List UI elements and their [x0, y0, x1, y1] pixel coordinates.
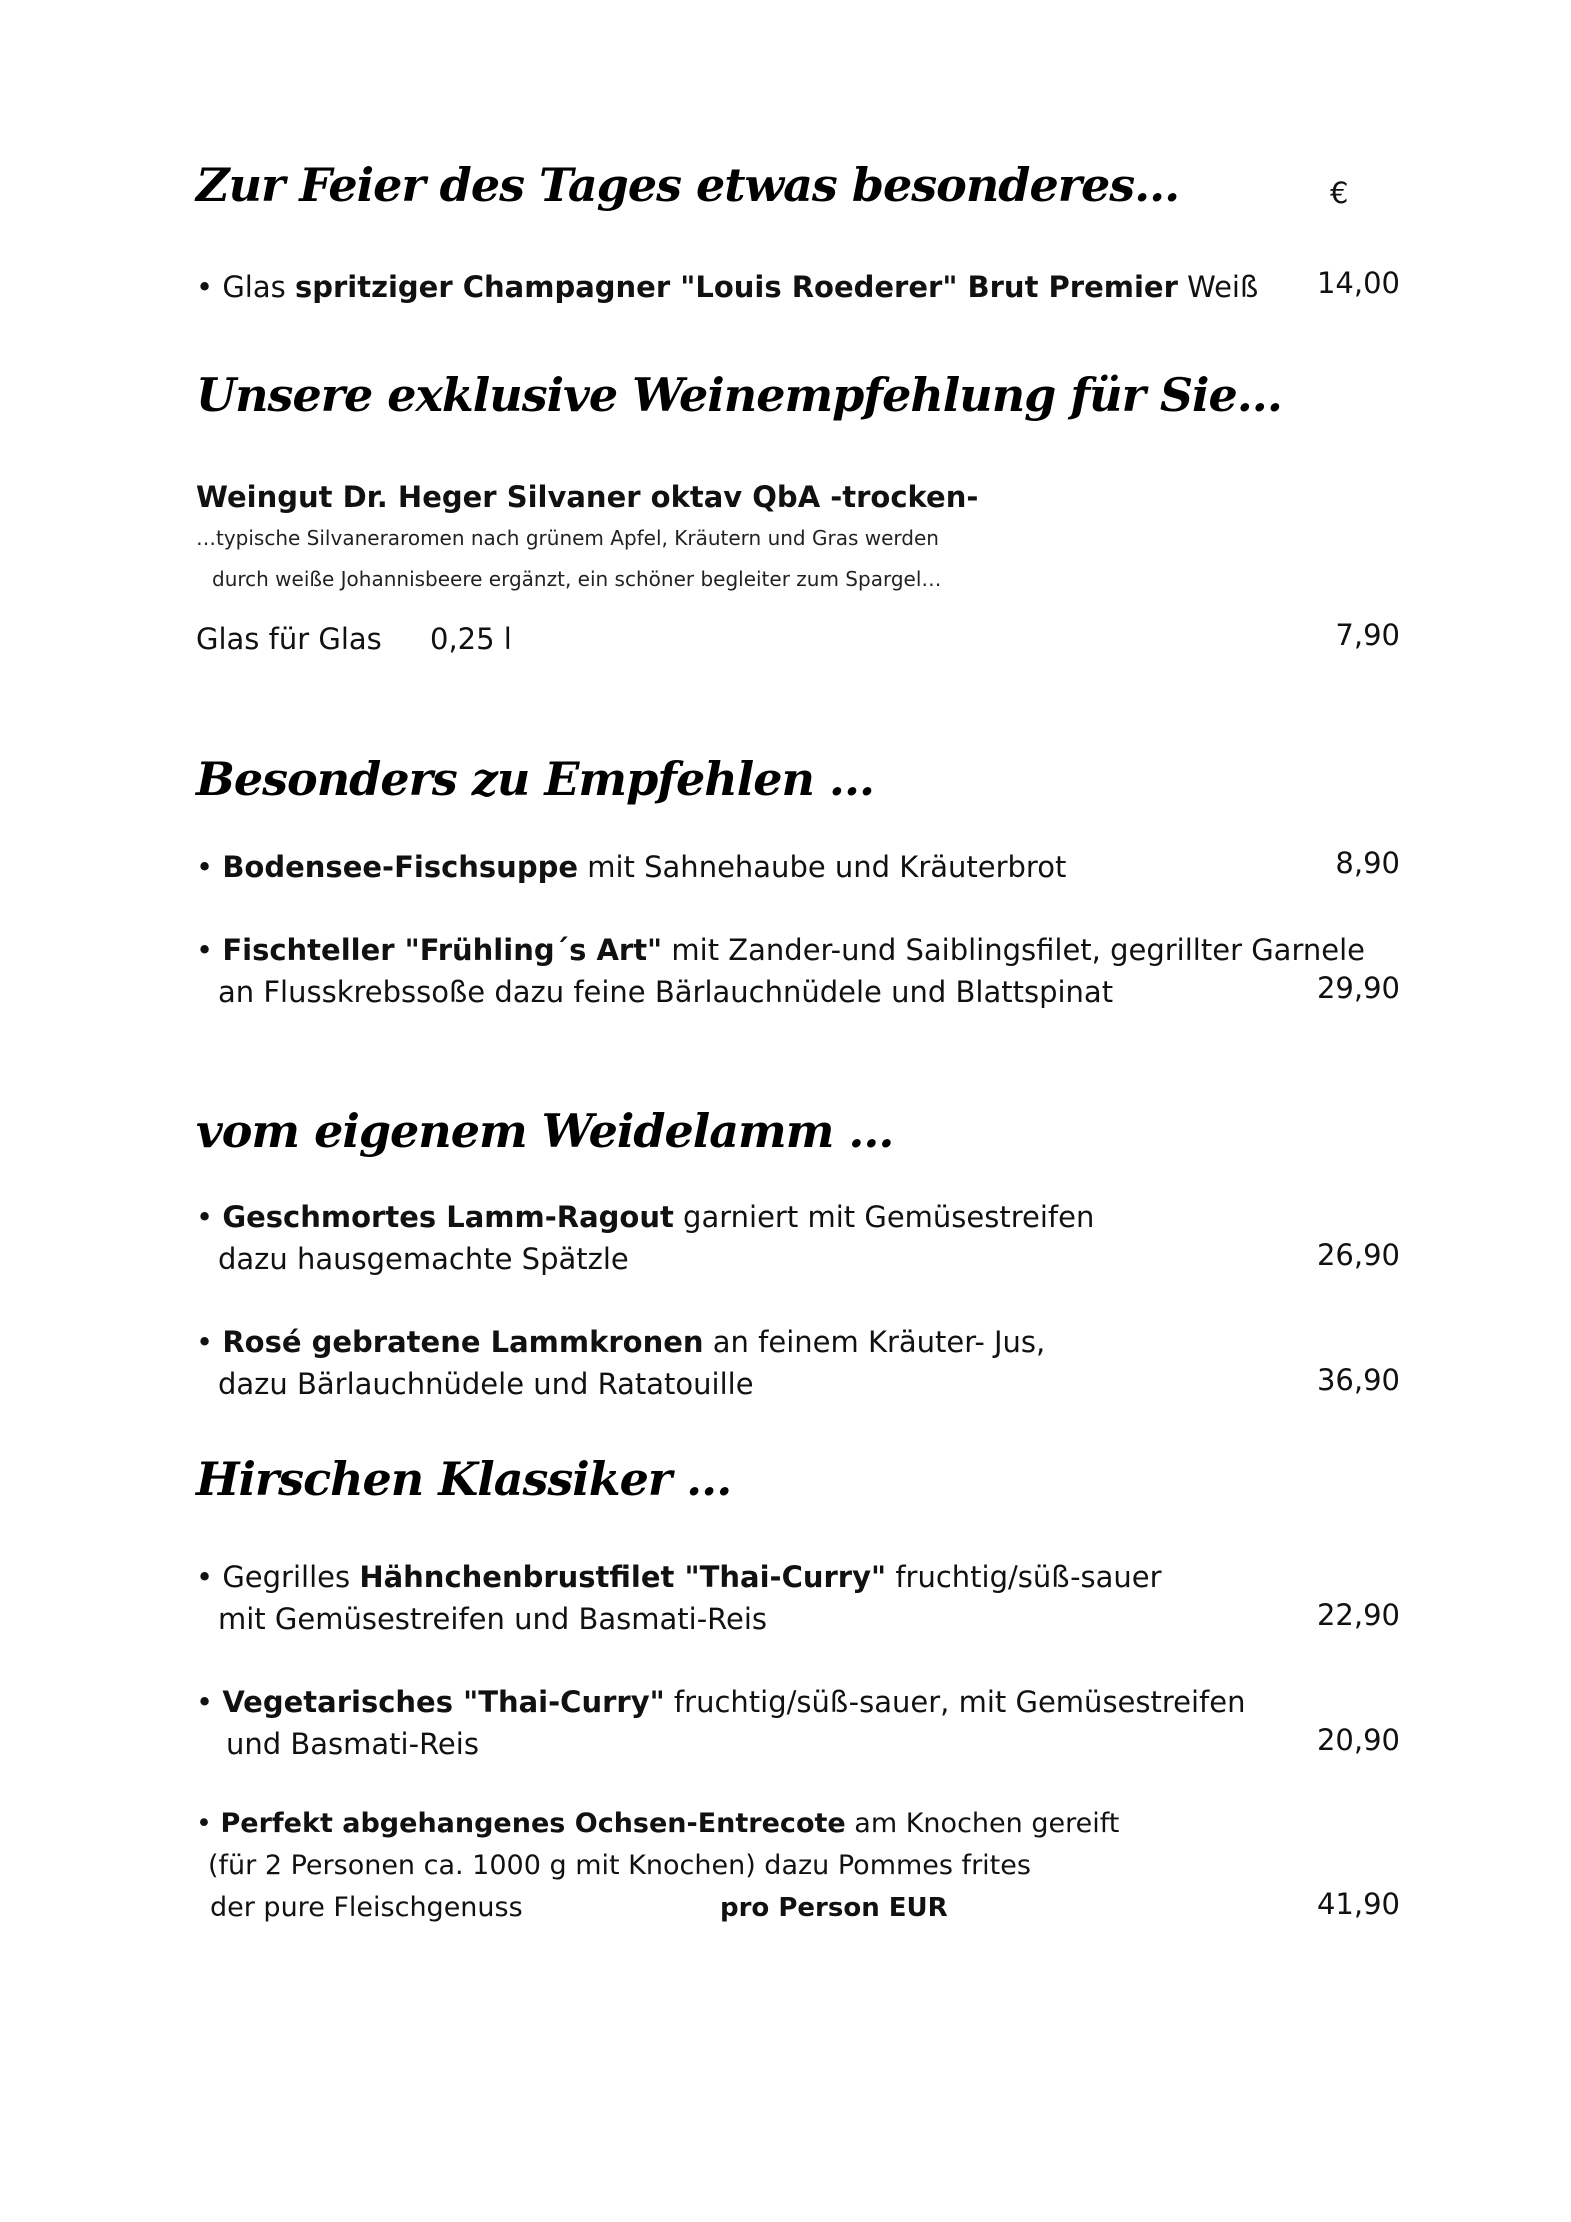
item-desc-line2: dazu Bärlauchnüdele und Ratatouille — [218, 1367, 754, 1401]
price-vegetarisch: 20,90 — [1316, 1723, 1400, 1757]
item-bullet: • — [196, 933, 223, 967]
wine-glass-label: Glas für Glas — [196, 622, 382, 656]
price-lammkronen: 36,90 — [1316, 1363, 1400, 1397]
heading-wein: Unsere exklusive Weinempfehlung für Sie... — [196, 368, 1282, 422]
menu-item-fischteller — [196, 929, 1365, 1013]
price-fischteller: 29,90 — [1316, 971, 1400, 1005]
item-bullet: • — [196, 850, 223, 884]
wine-title: Weingut Dr. Heger Silvaner oktav QbA -trocken- — [196, 480, 979, 514]
item-bullet: • — [196, 1808, 221, 1839]
item-name: Hähnchenbrustfilet "Thai-Curry" — [359, 1560, 887, 1594]
item-desc-line3: der pure Fleischgenuss — [210, 1892, 523, 1923]
menu-item-lammkronen — [196, 1321, 1045, 1405]
currency-symbol: € — [1330, 176, 1349, 210]
item-bullet: • — [196, 1685, 223, 1719]
item-name: Perfekt abgehangenes Ochsen-Entrecote — [220, 1808, 846, 1839]
item-desc-line2: (für 2 Personen ca. 1000 g mit Knochen) dazu Pommes frites — [208, 1850, 1031, 1881]
item-bullet: • — [196, 1200, 223, 1234]
wine-desc-line1: …typische Silvaneraromen nach grünem Apfel, Kräutern und Gras werden — [196, 526, 939, 550]
item-desc-line2: dazu hausgemachte Spätzle — [218, 1242, 629, 1276]
item-desc: garniert mit Gemüsestreifen — [673, 1200, 1095, 1234]
item-desc-line2: mit Gemüsestreifen und Basmati-Reis — [218, 1602, 768, 1636]
per-person-label: pro Person EUR — [720, 1893, 948, 1923]
heading-besonders: Besonders zu Empfehlen ... — [196, 752, 874, 806]
menu-item-champagner — [196, 266, 1258, 308]
price-wine: 7,90 — [1335, 618, 1400, 652]
menu-item-entrecote — [196, 1803, 1119, 1929]
menu-item-lamm-ragout — [196, 1196, 1094, 1280]
item-name: Bodensee-Fischsuppe — [222, 850, 579, 884]
item-name: Geschmortes Lamm-Ragout — [222, 1200, 674, 1234]
item-desc-line2: und Basmati-Reis — [226, 1727, 479, 1761]
item-desc: mit Zander-und Saiblingsfilet, gegrillter Garnele — [662, 933, 1365, 967]
heading-klassiker: Hirschen Klassiker ... — [196, 1452, 732, 1506]
wine-volume: 0,25 l — [430, 622, 512, 656]
item-desc: am Knochen gereift — [845, 1808, 1120, 1839]
price-haehnchen: 22,90 — [1316, 1598, 1400, 1632]
item-name: Rosé gebratene Lammkronen — [222, 1325, 704, 1359]
menu-item-fischsuppe — [196, 846, 1066, 888]
item-name: Fischteller "Frühling´s Art" — [222, 933, 663, 967]
item-desc: fruchtig/süß-sauer — [886, 1560, 1162, 1594]
wine-desc-line2: durch weiße Johannisbeere ergänzt, ein schöner begleiter zum Spargel… — [212, 567, 942, 591]
item-desc: an feinem Kräuter- Jus, — [703, 1325, 1046, 1359]
item-suffix: Weiß — [1177, 270, 1259, 304]
menu-item-haehnchen — [196, 1556, 1162, 1640]
price-champagner: 14,00 — [1316, 266, 1400, 300]
item-desc: mit Sahnehaube und Kräuterbrot — [578, 850, 1067, 884]
price-entrecote: 41,90 — [1316, 1887, 1400, 1921]
item-desc: fruchtig/süß-sauer, mit Gemüsestreifen — [664, 1685, 1246, 1719]
item-prefix: • Glas — [196, 270, 295, 304]
heading-lamm: vom eigenem Weidelamm ... — [196, 1104, 894, 1158]
item-bullet: • Gegrilles — [196, 1560, 360, 1594]
heading-feier: Zur Feier des Tages etwas besonderes... — [196, 158, 1180, 212]
item-name: spritziger Champagner "Louis Roederer" Brut Premier — [294, 270, 1178, 304]
item-bullet: • — [196, 1325, 223, 1359]
item-desc-line2: an Flusskrebssoße dazu feine Bärlauchnüdele und Blattspinat — [218, 975, 1114, 1009]
menu-item-vegetarisch — [196, 1681, 1245, 1765]
item-name: Vegetarisches "Thai-Curry" — [222, 1685, 665, 1719]
price-lamm-ragout: 26,90 — [1316, 1238, 1400, 1272]
price-fischsuppe: 8,90 — [1335, 846, 1400, 880]
